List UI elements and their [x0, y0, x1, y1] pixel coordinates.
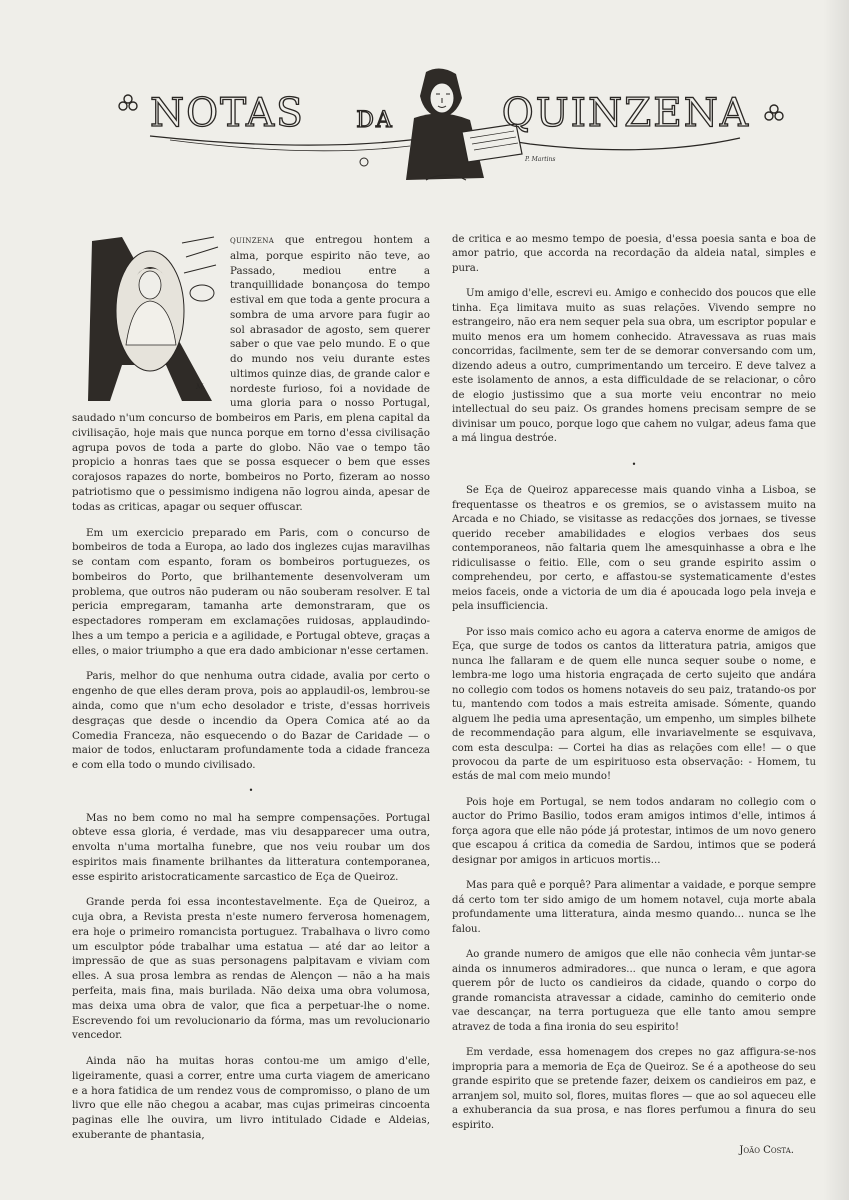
paragraph-left-5: Grande perda foi essa incontestavelmente. Eça de Queiroz, a cuja obra, a Revista presta n'este numero ferverosa homenagem, era hoje o primeiro romancista portuguez. Trabalhava o livro como um esculptor póde trabalhar uma estatua — até dar ao leitor a impressão de que as suas personagens palpitavam e viviam com elles. A sua prosa lembra as rendas de Alençon — não a ha mais perfeita, mais fina, mais burilada. Não deixa uma obra volumosa, mas deixa uma obra de valor, que fica a perpetuar-lhe o nome. Escrevendo foi um revolucionario da fórma, mas um revolucionario vencedor. [72, 896, 430, 1042]
dropcap-illustration [82, 233, 220, 405]
masthead [110, 66, 790, 190]
masthead-title [150, 88, 750, 138]
section-separator: • [248, 785, 254, 795]
section-separator: • [631, 459, 637, 469]
svg-text:M.: M. [196, 383, 206, 391]
paragraph-right-6: Mas para quê e porquê? Para alimentar a vaidade, e porque sempre dá certo tom ter sido amigo de um homem notavel, cuja morte abala profundamente uma litteratura, ainda mesmo quando... nunca se lhe falou. [452, 880, 816, 935]
paragraph-right-7: Ao grande numero de amigos que elle não conhecia vêm juntar-se ainda os innumeros admiradores... que nunca o leram, e que agora querem pôr de lucto os candieiros da cidade, quando o corpo do grande romancista atravessar a cidade, caminho do cemiterio onde vae descançar, na terra portugueza que elle tanto amou sempre atravez de toda a fina ironia do seu espirito! [452, 949, 816, 1033]
right-column [452, 233, 816, 1159]
paragraph-left-6: Ainda não ha muitas horas contou-me um amigo d'elle, ligeiramente, quasi a correr, entre uma curta viagem de americano e a hora fatidica de um rendez vous de compromisso, o plano de um livro que elle não chegou a acabar, mas cujas primeiras cincoenta paginas elle lhe ouvira, um livro intitulado Cidade e Aldeias, exuberante de phantasia, [72, 1055, 430, 1141]
paragraph-right-3: Se Eça de Queiroz apparecesse mais quando vinha a Lisboa, se frequentasse os theatros e os gremios, se o avistassem muito na Arcada e no Chiado, se visitasse as redacções dos jornaes, se tivesse querido receber amabilidades e elogios verbaes dos seus contemporaneos, não faltaria quem lhe amesquinhasse a obra e lhe ridiculisasse o feitio. Elle, com o seu grande espirito assim o comprehendeu, por certo, e affastou-se systematicamente d'estes meios faceis, onde a victoria de um dia é apoucada logo pela inveja e pela insufficiencia. [452, 485, 816, 613]
paragraph-right-1: de critica e ao mesmo tempo de poesia, d'essa poesia santa e boa de amor patrio, que accorda na recordação da aldeia natal, simples e pura. [452, 234, 816, 274]
page-edge-shadow [823, 0, 849, 1200]
paragraph-left-4: Mas no bem como no mal ha sempre compensações. Portugal obteve essa gloria, é verdade, mas viu desapparecer uma outra, envolta n'uma mortalha funebre, que nos veiu roubar um dos espiritos mais finamente brilhantes da litteratura contemporanea, esse espirito aristocraticamente sarcastico de Eça de Queiroz. [72, 811, 430, 883]
paragraph-left-2: Em um exercicio preparado em Paris, com o concurso de bombeiros de toda a Europa, ao lado dos inglezes cujas maravilhas se contam com espanto, foram os bombeiros portuguezes, os bombeiros do Porto, que brilhantemente desenvolveram um problema, que outros não puderam ou não souberam resolver. E tal pericia empregaram, tamanha arte demonstraram, que os espectadores romperam em exclamações ruidosas, applaudindo-lhes a um tempo a pericia e a agilidade, e Portugal obteve, graças a elles, o maior triumpho a que era dado ambicionar n'esse certamen. [72, 526, 430, 657]
paragraph-left-3: Paris, melhor do que nenhuma outra cidade, avalia por certo o engenho de que elles deram prova, pois ao applaudil-os, lembrou-se ainda, como que n'um echo desolador e triste, d'essas horriveis desgraças que desde o incendio da Opera Comica até ao da Comedia Franceza, não esquecendo o do Bazar de Caridade — o maior de todos, enluctaram profundamente toda a cidade franceza e com ella todo o mundo civilisado. [72, 670, 430, 772]
lead-word: quinzena [230, 235, 275, 246]
left-clover-ornament [119, 95, 137, 110]
paragraph-right-5: Pois hoje em Portugal, se nem todos andaram no collegio com o auctor do Primo Basilio, todos eram amigos intimos d'elle, intimos á força agora que elle não póde já protestar, intimos de um novo genero que escapou á critica da comedia de Sardou, intimos que se poderá designar por amigos in articuos mortis... [452, 796, 816, 866]
paragraph-right-8: Em verdade, essa homenagem dos crepes no gaz affigura-se-nos impropria para a memoria de Eça de Queiroz. Se é a apotheose do seu grande espirito que se pretende fazer, deixem os candieiros em paz, e arranjem sol, muito sol, flores, muitas flores — que ao sol aqueceu elle a exhuberancia da sua prosa, e nas flores perfumou a finura do seu espirito. [452, 1047, 816, 1131]
left-column [72, 233, 430, 1154]
right-clover-ornament [765, 105, 783, 120]
masthead-title-left: NOTAS [150, 90, 305, 136]
paragraph-right-4: Por isso mais comico acho eu agora a caterva enorme de amigos de Eça, que surge de todos os cantos da litteratura patria, amigos que nunca lhe fallaram e de quem elle nunca sequer soube o nome, e lembra-me logo uma historia engraçada de certo sujeito que andára no collegio com todos os homens notaveis do seu paiz, tratando-os por tu, mantendo com todos a mais estreita amisade. Sómente, quando alguem lhe pedia uma apresentação, um empenho, um simples bilhete de recommendação para algum, elle invariavelmente se esquivava, com esta desculpa: — Cortei ha dias as relações com elle! — o que provocou da parte de um espirituoso esta observação: - Homem, tu estás de mal com meio mundo! [452, 626, 816, 783]
paragraph-right-2: Um amigo d'elle, escrevi eu. Amigo e conhecido dos poucos que elle tinha. Eça limitava muito as suas relações. Vivendo sempre no estrangeiro, não era nem sequer pela sua obra, um escriptor popular e muito menos era um homem conhecido. Atravessava as ruas mais concorridas, facilmente, sem ter de se demorar conversando com um, dizendo adeus a outro, cumprimentando um terceiro. E deve talvez a este isolamento de annos, a esta difficuldade de se relacionar, o côro de elogio justissimo que a sua morte veiu encontrar no meio intellectual do seu paiz. Os grandes homens precisam sempre de se divinisar um pouco, porque logo que cahem no vulgar, adeus fama que a má lingua destróe. [452, 288, 816, 445]
paragraph-left-1: quinzena que entregou hontem a alma, porque espirito não teve, ao Passado, mediou entre a tranquillidade bonançosa do tempo estival em que toda a gente procura a sombra de uma arvore para fugir ao sol abrasador de agosto, sem querer saber o que vae pelo mundo. E o que do mundo nos veiu durante estes ultimos quinze dias, de grande calor e nordeste furioso, foi a novidade de uma gloria para o nosso Portugal, saudado n'um concurso de bombeiros em Paris, em plena capital da civilisação, hoje mais que nunca porque em torno d'essa civilisação agrupa povos de toda a parte do globo. Não vae o tempo tão propicio a honras taes que se possa esquecer o bem que esses corajosos rapazes do norte, bombeiros no Porto, fizeram ao nosso patriotismo que o pessimismo indigena não logrou ainda, apesar de todas as criticas, apagar ou sequer offuscar. [72, 234, 430, 513]
author-signature: João Costa. [739, 1145, 794, 1157]
masthead-title-mid: DA [356, 107, 394, 133]
artist-signature: P. Martins [525, 156, 556, 163]
masthead-title-right: QUINZENA [501, 90, 750, 136]
